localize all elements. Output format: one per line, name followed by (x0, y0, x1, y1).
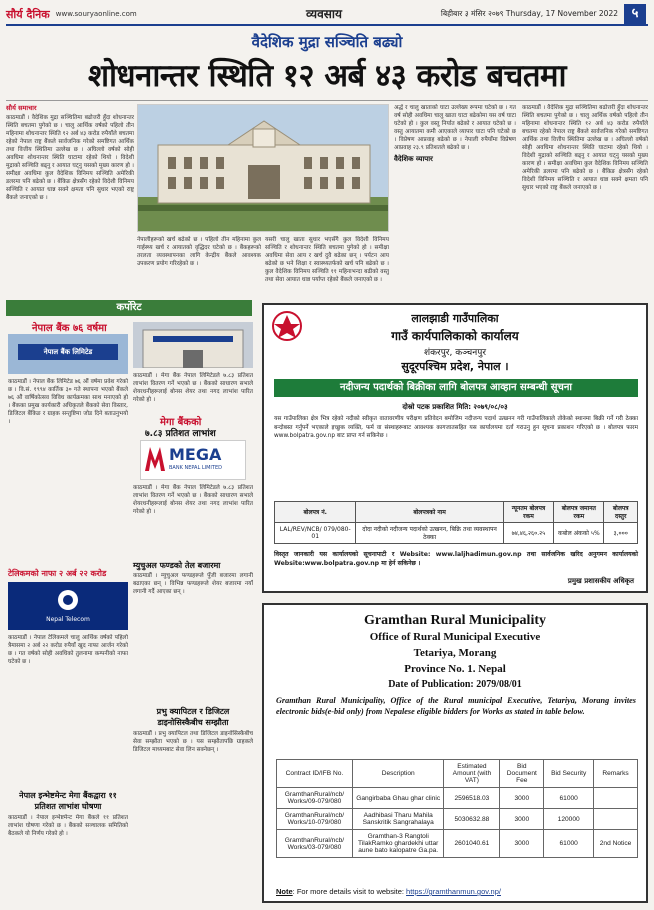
table-cell: 2601040.61 (444, 830, 500, 858)
lead-col-3 (265, 236, 389, 294)
lead-photo (137, 104, 389, 232)
story-mega-intro (133, 372, 253, 414)
table-cell (594, 809, 638, 830)
note-link[interactable]: https://gramthanmun.gov.np/ (406, 887, 501, 896)
corporate-band: कर्पोरेट (6, 300, 252, 316)
table-cell: 120000 (544, 809, 594, 830)
notice-np-signature: प्रमुख प्रशासकीय अधिकृत (567, 577, 634, 585)
table-header: न्यूनतम बोलपत्र रकम (503, 502, 553, 523)
lead-col-4 (394, 104, 516, 294)
table-cell: 3000 (500, 809, 544, 830)
story-mega-title: मेगा बैंकको (160, 417, 202, 428)
site-url[interactable]: www.souryaonline.com (55, 10, 137, 18)
lead-byline: सौर्य समाचार (6, 104, 37, 112)
mega-logo-box (140, 440, 246, 480)
notice-np-office: गाउँ कार्यपालिकाको कार्यालय (391, 329, 519, 343)
table-cell: 3000 (500, 830, 544, 858)
table-cell: GramthanRural/ncb/ Works/03-079/080 (277, 830, 353, 858)
notice-en-table (276, 759, 638, 858)
table-header: Bid Document Fee (500, 760, 544, 788)
notice-en-province: Province No. 1. Nepal (404, 663, 506, 675)
table-header: बोलपत्र जमानत रकम (554, 502, 604, 523)
story-nepal-bank-title: नेपाल बैंक ७६ वर्षमा (32, 323, 107, 334)
story-mutual-text (133, 572, 253, 702)
note-text: : For more details visit to website: (292, 887, 407, 896)
lead-col-1-text: काठमाडौं । वैदेशिक मुद्रा सञ्चितिमा बढोत्तरी हुँदा शोधनान्तर स्थिति बचतमा पुगेको छ । चालु आर्थिक वर्षको पहिलो तीन महिनामा शोधनान्तर स्थिति १२ अर्ब ४३ करोड रुपैयाँले बचतमा रहेको नेपाल राष्ट्र बैंकले सार्वजनिक गरेको समष्टिगत आर्थिक तथा वित्तीय स्थितिमा उल्लेख छ । अघिल्लो वर्षको सोही अवधिमा शोधनान्तर स्थिति घाटामा रहेको थियो । विदेशी मुद्राको सञ्चिति बढ्नु र आयात घट्नु यसको मुख्य कारण हो । समीक्षा अवधिमा कुल वैदेशिक विनिमय सञ्चिति अमेरिकी डलरमा पनि बढेको छ । बैंकिङ क्षेत्रसँग रहेको विदेशी विनिमय सञ्चिति र आयात धान्न सक्ने क्षमता पनि सुधार भएको राष्ट्र बैंकले जनाएको छ । (6, 115, 134, 201)
story-telecom-body: काठमाडौं । नेपाल टेलिकमले चालु आर्थिक वर्षको पहिलो त्रैमासमा २ अर्ब २२ करोड रुपैयाँ खुद नाफा आर्जन गरेको छ । गत वर्षको सोही अवधिको तुलनामा कम्पनीको नाफा घटेको छ । (8, 635, 128, 665)
lead-subhead: वैदेशिक व्यापार (394, 155, 433, 163)
table-cell: 2596518.03 (444, 788, 500, 809)
paper-logo: सौर्य दैनिक (6, 7, 50, 21)
story-prabhu-body: काठमाडौं । प्रभु क्यापिटल तथा डिजिटल डाइनोसिस्कैबीच सेवा सम्झौता भएको छ । यस सम्झौतापछि ग्राहकले डिजिटल माध्यमबाट सेवा लिन सक्नेछन् । (133, 731, 253, 753)
section-title: व्यवसाय (306, 7, 342, 21)
lead-col-5-text: काठमाडौं । वैदेशिक मुद्रा सञ्चितिमा बढोत्तरी हुँदा शोधनान्तर स्थिति बचतमा पुगेको छ । चालु आर्थिक वर्षको पहिलो तीन महिनामा शोधनान्तर स्थिति १२ अर्ब ४३ करोड रुपैयाँले बचतमा रहेको नेपाल राष्ट्र बैंकले सार्वजनिक गरेको समष्टिगत आर्थिक तथा वित्तीय स्थितिमा उल्लेख छ । अघिल्लो वर्षको सोही अवधिमा शोधनान्तर स्थिति घाटामा रहेको थियो । विदेशी मुद्राको सञ्चिति बढ्नु र आयात घट्नु यसको मुख्य कारण हो । समीक्षा अवधिमा कुल वैदेशिक विनिमय सञ्चिति अमेरिकी डलरमा पनि बढेको छ । बैंकिङ क्षेत्रसँग रहेको विदेशी विनिमय सञ्चिति र आयात धान्न सक्ने क्षमता पनि सुधार भएको राष्ट्र बैंकले जनाएको छ । (522, 105, 648, 191)
notice-en-body: Gramthan Rural Municipality, Office of the Rural municipal Executive, Tetariya, Morang invites electronic bids(e-bid only) from Nepalese eligible bidders for Works as stated in table below. (276, 696, 636, 716)
story-mutual-body: काठमाडौं । म्युचुअल फण्डहरूले पुँजी बजारमा लगानी बढाएका छन् । विभिन्न फण्डहरूले शेयर बजारमा नयाँ लगानी गर्दै आएका छन् । (133, 573, 253, 595)
story-prabhu-text (133, 730, 253, 900)
notice-en-date: Date of Publication: 2079/08/01 (388, 679, 522, 690)
table-cell: Gangirbaba Ghau ghar clinic (352, 788, 444, 809)
ntc-logo-text: Nepal Telecom (46, 616, 90, 623)
story-nibl-text (8, 814, 128, 904)
nepal-bank-photo (8, 334, 128, 374)
story-nepal-bank-text (8, 378, 128, 564)
lead-headline: शोधनान्तर स्थिति १२ अर्ब ४३ करोड बचतमा (87, 58, 567, 94)
table-cell: ७४,४६,२६०.२५ (503, 523, 553, 544)
table-cell: कबोल अंकको ५% (554, 523, 604, 544)
notice-np-org: लालझाडी गाउँपालिका (411, 312, 499, 325)
story-telecom-text (8, 634, 128, 784)
table-cell: GramthanRural/ncb/ Works/10-079/080 (277, 809, 353, 830)
lead-col-1 (6, 104, 134, 294)
story-mega-body: काठमाडौं । मेगा बैंक नेपाल लिमिटेडले ७.८३ प्रतिशत लाभांश वितरण गर्ने भएको छ । बैंकको साधारण सभाले शेयरधनीहरूलाई बोनस शेयर तथा नगद लाभांश पारित गरेको हो । (133, 485, 253, 515)
lead-col-2 (137, 236, 261, 294)
notice-np-body: यस गाउँपालिका क्षेत्र भित्र रहेको नदीको स्वीकृत वातावरणीय परीक्षण प्रतिवेदन बमोजिम नदीजन्य पदार्थ उत्खनन गरी गाउँपालिकाले तोकेको स्थानमा बिक्री गर्ने गरी ठेक्का बन्दोबस्त गर्नुपर्ने भएकाले इच्छुक व्यक्ति, फर्म वा संस्थाहरूबाट आवश्यक कागजातसहित यस कार्यालयमा दर्ता गराउनु हुन सूचना प्रकाशन गरिएको छ । बोलपत्र फारम www.bolpatra.gov.np बाट प्राप्त गर्न सकिनेछ । (274, 416, 638, 439)
bank-sign: नेपाल बैंक लिमिटेड (18, 344, 118, 360)
notice-en-place: Tetariya, Morang (413, 647, 497, 659)
table-cell: Aadhibasi Tharu Mahila Sanskritik Sangrahalaya (352, 809, 444, 830)
table-cell: GramthanRural/ncb/ Works/09-079/080 (277, 788, 353, 809)
table-row (277, 830, 638, 858)
divider (6, 100, 648, 101)
table-header: Remarks (594, 760, 638, 788)
table-header: बोलपत्रको नाम (356, 502, 503, 523)
story-mega-text (133, 484, 253, 556)
table-cell (594, 788, 638, 809)
story-nibl-title: नेपाल इन्भेष्टमेन्ट मेगा बैंकद्वारा ११ प्रतिशत लाभांश घोषणा (19, 791, 117, 811)
mega-logo-sub: BANK NEPAL LIMITED (169, 465, 222, 471)
mega-bank-building-illustration (133, 322, 253, 368)
notice-en-org: Gramthan Rural Municipality (363, 613, 546, 628)
notice-np-website: विस्तृत जानकारी यस कार्यालयको सूचनापाटी र Website: www.laljhadimun.gov.np तथा सार्वजनिक खरिद अनुगमन कार्यालयको Website:www.bolpatra.gov.np मा हेर्न सकिनेछ । (274, 551, 638, 567)
notice-en-office: Office of Rural Municipal Executive (369, 631, 541, 643)
notice-np-place: शंकरपुर, कञ्चनपुर (423, 348, 487, 358)
notice-np-title: नदीजन्य पदार्थको बिक्रीका लागि बोलपत्र आव्हान सम्बन्धी सूचना (274, 379, 638, 397)
building-photo-illustration (138, 105, 389, 232)
issue-date: बिहीबार ३ मंसिर २०७९ Thursday, 17 November 2022 (440, 9, 618, 18)
table-header: Contract ID/IFB No. (277, 760, 353, 788)
mega-logo-text: MEGA (169, 445, 222, 464)
notice-np-province: सुदूरपश्चिम प्रदेश, नेपाल । (401, 360, 509, 373)
table-row (275, 523, 638, 544)
table-cell: 3000 (500, 788, 544, 809)
table-cell: 5030632.88 (444, 809, 500, 830)
page-number: ५ (624, 4, 646, 24)
story-prabhu-title: प्रभु क्यापिटल र डिजिटल डाइनोसिस्कैबीच सम्झौता (156, 707, 230, 727)
story-mega-subtitle: ७.८३ प्रतिशत लाभांश (145, 429, 216, 439)
notice-np-date: दोस्रो पटक प्रकाशित मिति: २०७९/०८/०३ (402, 403, 508, 411)
table-header: Estimated Amount (with VAT) (444, 760, 500, 788)
table-cell: Gramthan-3 Rangtoli TilakRamko ghardekhi uttar aune bato kalopatre Ga.pa. (352, 830, 444, 858)
lead-col-2-text: नेपालीहरूको खर्च बढेको छ । पहिलो तीन महिनामा कुल गार्हस्थ्य खर्च र आयातको वृद्धिदर घटेको छ । बैंकहरूको तरलता व्यवस्थापनका लागि केन्द्रीय बैंकले आवश्यक उपकरण प्रयोग गरिरहेको छ । (137, 237, 261, 267)
table-cell: ३,००० (604, 523, 638, 544)
table-header-row (277, 760, 638, 788)
table-row (277, 809, 638, 830)
lead-col-5 (522, 104, 648, 294)
lead-col-3-text: यसरी चालु खाता सुधार भएसँगै कुल विदेशी विनिमय सञ्चिति र शोधनान्तर स्थिति बचतमा पुगेको हो । समीक्षा अवधिमा सेवा आय र खर्च दुवै बढेका छन् । पर्यटन आय बढेको छ भने शिक्षा र स्वास्थ्यतर्फको खर्च पनि बढेको छ । कुल वैदेशिक विनिमय सञ्चिति ११ महिनाभन्दा बढीको वस्तु तथा सेवा आयात धान्न पर्याप्त रहेको बैंकले जनाएको छ । (265, 237, 389, 283)
note-label: Note (276, 887, 293, 896)
lead-col-4-text: अर्द्ध र चालु खाताको घाटा उल्लेख्य रूपमा घटेको छ । गत वर्ष सोही अवधिमा चालु खाता घाटा बढेकोमा यस वर्ष घाटा घटेको हो । कुल वस्तु निर्यात बढेको र आयात घटेको छ । वस्तु आयातमा कमी आएकाले व्यापार घाटा पनि घटेको छ । विप्रेषण आप्रवाह बढेको छ । नेपाली रुपैयाँमा विप्रेषण आप्रवाह २३.९ प्रतिशतले बढेको छ । (394, 105, 516, 151)
table-header: बोलपत्र नं. (275, 502, 356, 523)
story-mutual-title: म्युचुअल फण्डको तेल बजारमा (133, 561, 221, 570)
lead-kicker: वैदेशिक मुद्रा सञ्चिति बढ्यो (251, 33, 403, 51)
table-row (277, 788, 638, 809)
story-nepal-bank-body: काठमाडौं । नेपाल बैंक लिमिटेड ७६ औं वर्षमा प्रवेश गरेको छ । वि.सं. १९९४ कार्तिक ३० गते स्थापना भएको बैंकले ७६ औं वार्षिकोत्सव विविध कार्यक्रमका साथ मनाएको हो । बैंकका प्रमुख कार्यकारी अधिकृतले बैंकको सेवा विस्तार, डिजिटल बैंकिङ र ग्राहक सन्तुष्टिमा जोड दिने बताउनुभयो । (8, 379, 128, 425)
story-mega-intro-text: काठमाडौं । मेगा बैंक नेपाल लिमिटेडले ७.८३ प्रतिशत लाभांश वितरण गर्ने भएको छ । बैंकको साधारण सभाले शेयरधनीहरूलाई बोनस शेयर तथा नगद लाभांश पारित गरेको हो । (133, 373, 253, 403)
table-cell: LAL/REV/NCB/ 079/080-01 (275, 523, 356, 544)
masthead (6, 4, 648, 26)
building-photo-2 (133, 322, 253, 368)
notice-np-table (274, 501, 638, 544)
mega-m-icon (145, 447, 165, 471)
story-nibl-body: काठमाडौं । नेपाल इन्भेष्टमेन्ट मेगा बैंकले ११ प्रतिशत लाभांश घोषणा गरेको छ । बैंकको सञ्चालक समितिको बैठकले यो निर्णय गरेको हो । (8, 815, 128, 837)
table-header: Bid Security (544, 760, 594, 788)
table-cell: दोदा नदीको नदीजन्य पदार्थको उत्खनन, बिक्रि तथा व्यवस्थापन ठेक्का (356, 523, 503, 544)
table-header: Description (352, 760, 444, 788)
story-telecom-title: टेलिकमको नाफा २ अर्ब २२ करोड (8, 569, 107, 578)
notice-en-note (276, 887, 501, 896)
tender-notice-nepali (262, 303, 648, 593)
table-cell: 61000 (544, 830, 594, 858)
table-header: बोलपत्र दस्तुर (604, 502, 638, 523)
table-cell: 61000 (544, 788, 594, 809)
table-header-row (275, 502, 638, 523)
ntc-logo-box (8, 582, 128, 630)
tender-notice-english (262, 603, 648, 903)
table-cell: 2nd Notice (594, 830, 638, 858)
